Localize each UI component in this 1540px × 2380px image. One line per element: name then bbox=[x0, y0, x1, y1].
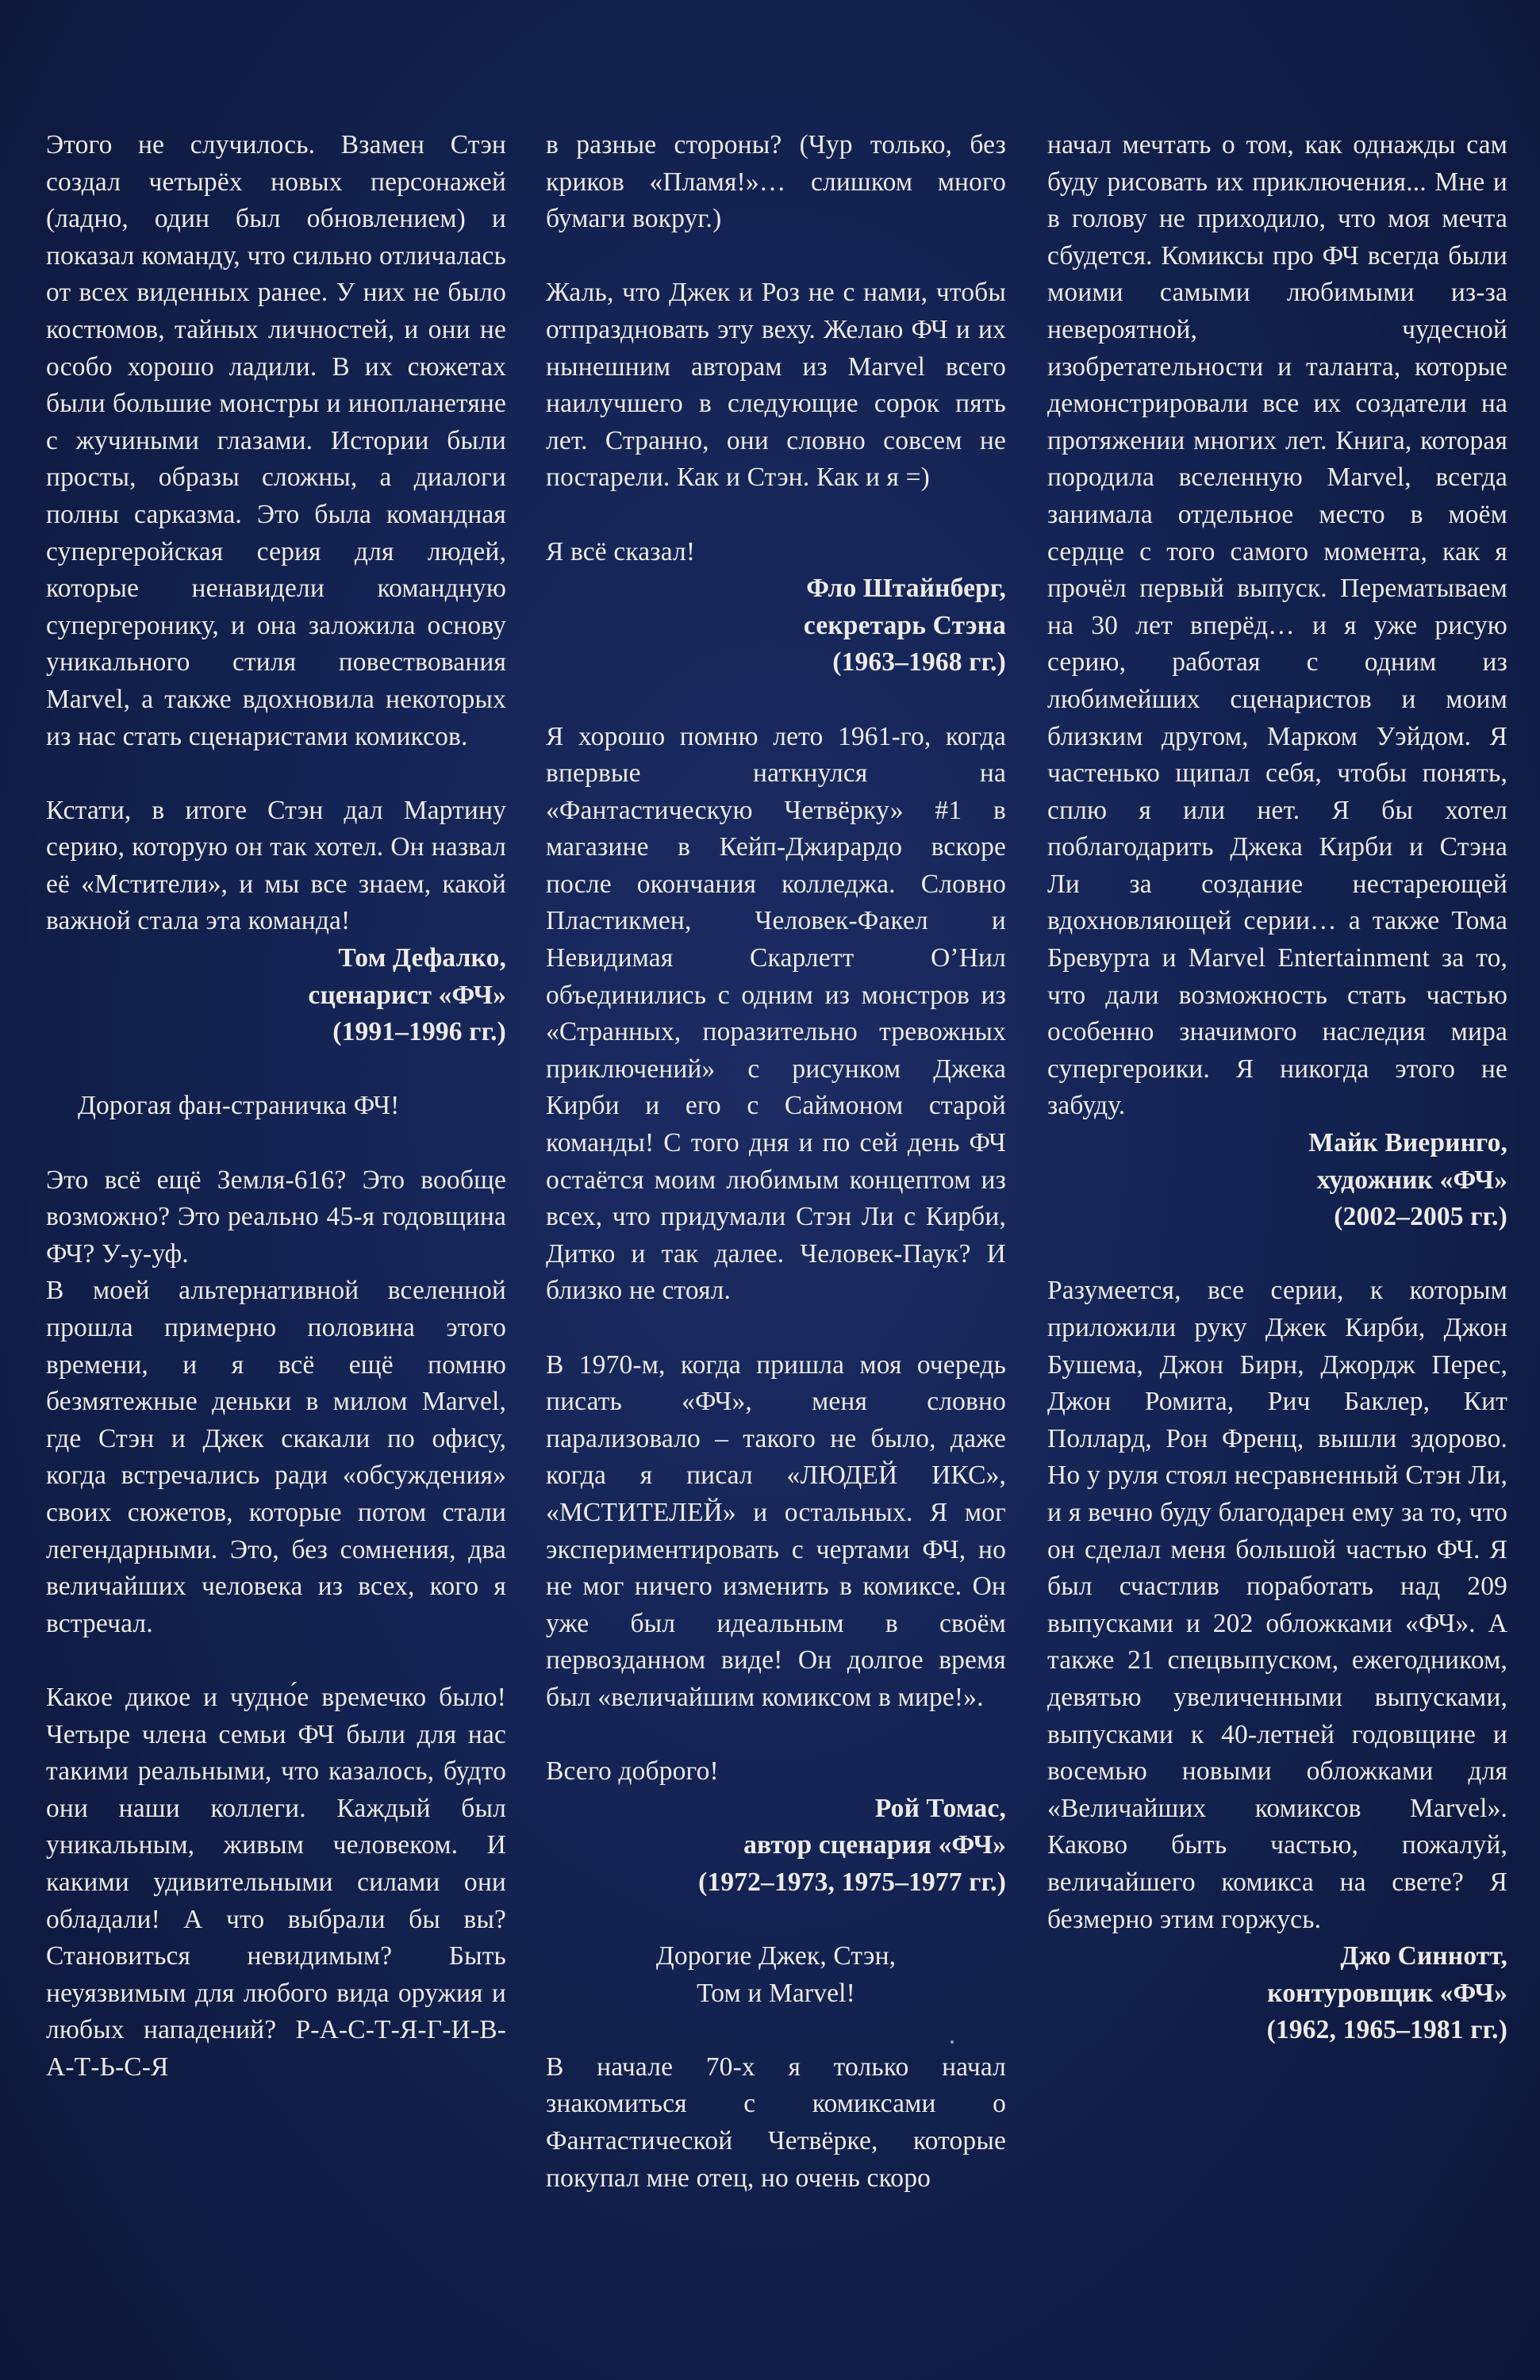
paragraph: в разные стороны? (Чур только, без криков «Пламя!»… слишком много бумаги вокруг.) bbox=[546, 130, 1006, 234]
signature-name: Майк Виеринго, bbox=[1308, 1128, 1507, 1158]
signature-name: Джо Синнотт, bbox=[1340, 1941, 1507, 1971]
signature-years: (2002–2005 гг.) bbox=[1334, 1202, 1507, 1232]
signature-role: автор сценария «ФЧ» bbox=[743, 1830, 1006, 1860]
paragraph: Я хорошо помню лето 1961-го, когда впервые наткнулся на «Фантастическую Четвёрку» #1 в магазине в Кейп-Джирардо вскоре после окончания колледжа. Словно Пластикмен, Человек-Факел и Невидимая Скарлетт О’Нил объединились с одним из монстров из «Странных, поразительно тревожных приключений» с рисунком Джека Кирби и его с Саймоном старой команды! С того дня и по сей день ФЧ остаётся моим любимым концептом из всех, что придумали Стэн Ли с Кирби, Дитко и так далее. Человек-Паук? И близко не стоял. bbox=[546, 721, 1006, 1306]
paragraph: Разумеется, все серии, к которым приложили руку Джек Кирби, Джон Бушема, Джон Бирн, Джордж Перес, Джон Ромита, Рич Баклер, Кит Поллард, Рон Френц, вышли здорово. Но у руля стоял несравненный Стэн Ли, и я вечно буду благодарен ему за то, что он сделал меня большой частью ФЧ. Я был счастлив поработать над 209 выпусками и 202 обложками «ФЧ». А также 21 спецвыпуском, ежегодником, девятью увеличенными выпусками, выпусками к 40-летней годовщине и восемью новыми обложками для «Величайших комиксов Marvel». Каково быть частью, пожалуй, величайшего комикса на свете? Я безмерно этим горжусь. bbox=[1047, 1276, 1507, 1934]
signature-name: Рой Томас, bbox=[874, 1793, 1006, 1823]
signature-years: (1972–1973, 1975–1977 гг.) bbox=[698, 1867, 1006, 1897]
signature-years: (1991–1996 гг.) bbox=[332, 1017, 506, 1047]
paragraph: В моей альтернативной вселенной прошла примерно половина этого времени, и я всё ещё помню безмятежные деньки в милом Marvel, где Стэн и Джек скакали по офису, когда встречались ради «обсуждения» своих сюжетов, которые потом стали легендарными. Это, без сомнения, два величайших человека из всех, кого я встречал. bbox=[46, 1276, 506, 1638]
paragraph: Жаль, что Джек и Роз не с нами, чтобы отпраздновать эту веху. Желаю ФЧ и их нынешним авторам из Marvel всего наилучшего в следующие сорок пять лет. Странно, они словно совсем не постарели. Как и Стэн. Как и я =) bbox=[546, 278, 1006, 493]
signature-role: художник «ФЧ» bbox=[1316, 1165, 1507, 1195]
signature-name: Том Дефалко, bbox=[338, 943, 506, 973]
signature-role: секретарь Стэна bbox=[803, 610, 1006, 640]
paragraph: Я всё сказал! bbox=[546, 536, 696, 566]
signature-role: контуровщик «ФЧ» bbox=[1267, 1978, 1507, 2008]
letter-salutation: Дорогие Джек, Стэн, bbox=[655, 1941, 897, 1971]
signature-years: (1962, 1965–1981 гг.) bbox=[1266, 2015, 1507, 2045]
column-3 bbox=[1047, 127, 1507, 2049]
paragraph: Этого не случилось. Взамен Стэн создал четырёх новых персонажей (ладно, один был обновлением) и показал команду, что сильно отличалась от всех виденных ранее. У них не было костюмов, тайных личностей, и они не особо хорошо ладили. В их сюжетах были большие монстры и инопланетяне с жучиными глазами. Истории были просты, образы сложны, а диалоги полны сарказма. Это была командная супергеройская серия для людей, которые ненавидели командную супергеронику, и она заложила основу уникального стиля повествования Marvel, а также вдохновила некоторых из нас стать сценаристами комиксов. bbox=[46, 130, 506, 751]
column-1 bbox=[46, 127, 506, 2086]
page bbox=[46, 127, 1506, 2332]
paragraph: начал мечтать о том, как однажды сам буду рисовать их приключения... Мне и в голову не приходило, что моя мечта сбудется. Комиксы про ФЧ всегда были моими самыми любимыми из-за невероятной, чудесной изобретательности и таланта, которые демонстрировали все их создатели на протяжении многих лет. Книга, которая породила вселенную Marvel, всегда занимала отдельное место в моём сердце с того самого момента, как я прочёл первый выпуск. Перематываем на 30 лет вперёд… и я уже рисую серию, работая с одним из любимейших сценаристов и моим близким другом, Марком Уэйдом. Я частенько щипал себя, чтобы понять, сплю я или нет. Я бы хотел поблагодарить Джека Кирби и Стэна Ли за создание нестареющей вдохновляющей серии… а также Тома Бревурта и Marvel Entertainment за то, что дали возможность стать частью особенно значимого наследия мира супергероики. Я никогда этого не забуду. bbox=[1047, 130, 1507, 1121]
paragraph: Всего доброго! bbox=[546, 1756, 719, 1787]
signature-name: Фло Штайнберг, bbox=[806, 574, 1006, 604]
paragraph: В 1970-м, когда пришла моя очередь писать «ФЧ», меня словно парализовало – такого не было, даже когда я писал «ЛЮДЕЙ ИКС», «МСТИТЕЛЕЙ» и остальных. Я мог экспериментировать с чертами ФЧ, но не мог ничего изменить в комиксе. Он уже был идеальным в своём первозданном виде! Он долгое время был «величайшим комиксом в мире!». bbox=[546, 1349, 1006, 1712]
paragraph: Какое дикое и чудно́е времечко было! Четыре члена семьи ФЧ были для нас такими реальными, что казалось, будто они наши коллеги. Каждый был уникальным, живым человеком. И какими удивительными силами они обладали! А что выбрали бы вы? Становиться невидимым? Быть неуязвимым для любого вида оружия и любых нападений? Р-А-С-Т-Я-Г-И-В-А-Т-Ь-С-Я bbox=[46, 1682, 506, 2082]
paragraph: В начале 70-х я только начал знакомиться с комиксами о Фантастической Четвёрке, которые покупал мне отец, но очень скоро bbox=[546, 2052, 1006, 2193]
signature-years: (1963–1968 гг.) bbox=[832, 647, 1006, 678]
paragraph: Это всё ещё Земля-616? Это вообще возможно? Это реально 45-я годовщина ФЧ? У-у-уф. bbox=[46, 1165, 506, 1269]
decorative-dot bbox=[950, 2040, 954, 2044]
letter-salutation: Том и Marvel! bbox=[697, 1978, 855, 2008]
signature-role: сценарист «ФЧ» bbox=[308, 980, 506, 1010]
column-2 bbox=[546, 127, 1006, 2197]
letter-salutation: Дорогая фан-страничка ФЧ! bbox=[78, 1091, 400, 1121]
paragraph: Кстати, в итоге Стэн дал Мартину серию, которую он так хотел. Он назвал её «Мстители», и мы все знаем, какой важной стала эта команда! bbox=[46, 795, 506, 936]
